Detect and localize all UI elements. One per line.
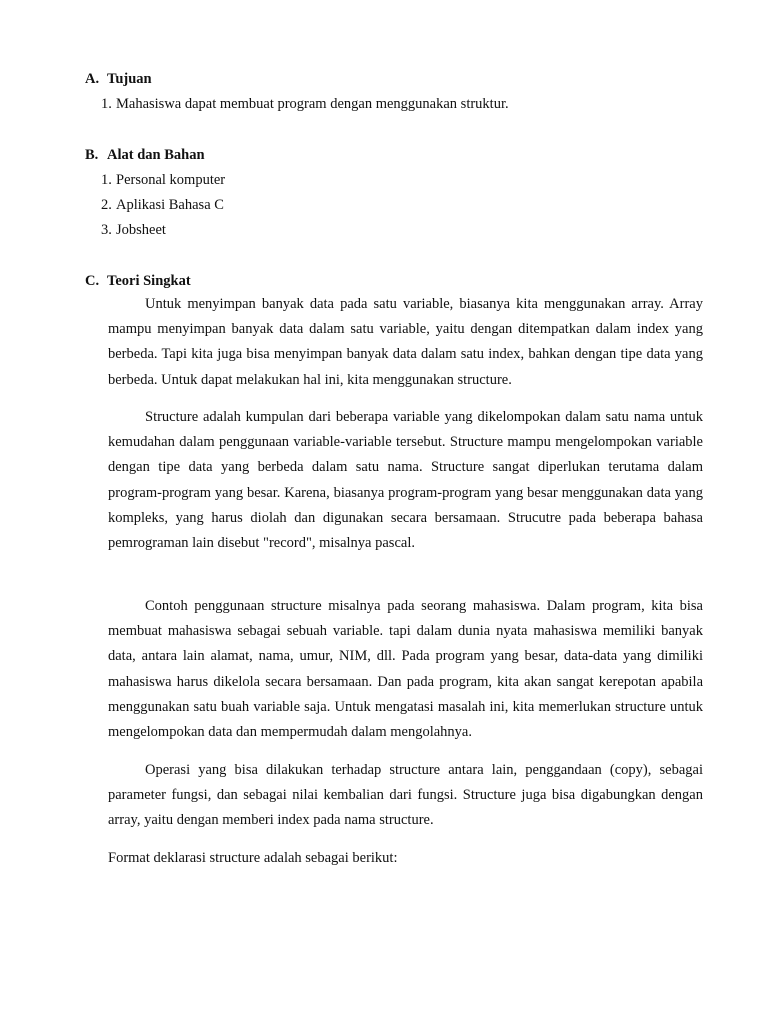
list-text: Jobsheet (116, 222, 166, 238)
section-c-heading (85, 271, 191, 291)
paragraph: Operasi yang bisa dilakukan terhadap structure antara lain, penggandaan (copy), sebagai parameter fungsi, dan sebagai nilai kembalian dari fungsi. Structure juga bisa digabungkan dengan array, yaitu dengan memberi index pada nama structure. (108, 762, 703, 829)
list-number: 3. (101, 222, 112, 238)
list-text: Personal komputer (116, 172, 226, 188)
list-number: 1. (101, 96, 112, 112)
list-number: 2. (101, 197, 112, 213)
section-letter: A. (85, 71, 100, 87)
list-item (101, 94, 509, 114)
list-number: 1. (101, 172, 112, 188)
list-text: Aplikasi Bahasa C (116, 197, 224, 213)
section-title: Teori Singkat (107, 273, 191, 289)
section-title: Alat dan Bahan (107, 147, 205, 163)
section-a-heading (85, 69, 152, 89)
paragraph: Untuk menyimpan banyak data pada satu variable, biasanya kita menggunakan array. Array mampu menyimpan banyak data dalam satu variable, yaitu dengan ditempatkan dalam index yang berbeda. Tapi kita juga bisa menyimpan banyak data dalam satu index, bahkan dengan tipe data yang berbeda. Untuk dapat melakukan hal ini, kita menggunakan structure. (108, 296, 703, 388)
paragraph: Contoh penggunaan structure misalnya pada seorang mahasiswa. Dalam program, kita bisa membuat mahasiswa sebagai sebuah variable. tapi dalam dunia nyata mahasiswa memiliki banyak data, antara lain alamat, nama, umur, NIM, dll. Pada program yang besar, data-data yang dimiliki mahasiswa harus dikelola secara bersamaan. Dan pada program, kita akan sangat kerepotan apabila menggunakan satu buah variable saja. Untuk mengatasi masalah ini, kita memerlukan structure untuk mengelompokan data dan mempermudah dalam mengolahnya. (108, 598, 703, 741)
paragraph: Structure adalah kumpulan dari beberapa variable yang dikelompokan dalam satu nama untuk kemudahan dalam penggunaan variable-variable tersebut. Structure mampu mengelompokan variable dengan tipe data yang berbeda dalam satu nama. Structure sangat diperlukan terutama dalam program-program yang besar. Karena, biasanya program-program yang besar menggunakan data yang kompleks, yang harus diolah dan digunakan secara bersamaan. Strucutre pada beberapa bahasa pemrograman lain disebut "record", misalnya pascal. (108, 409, 703, 552)
list-text: Mahasiswa dapat membuat program dengan menggunakan struktur. (116, 96, 509, 112)
section-b-heading (85, 145, 205, 165)
list-item (101, 170, 225, 190)
section-letter: C. (85, 273, 100, 289)
paragraph: Format deklarasi structure adalah sebagai berikut: (108, 850, 398, 866)
list-item (101, 220, 166, 240)
section-letter: B. (85, 147, 99, 163)
list-item (101, 195, 224, 215)
section-title: Tujuan (107, 71, 152, 87)
